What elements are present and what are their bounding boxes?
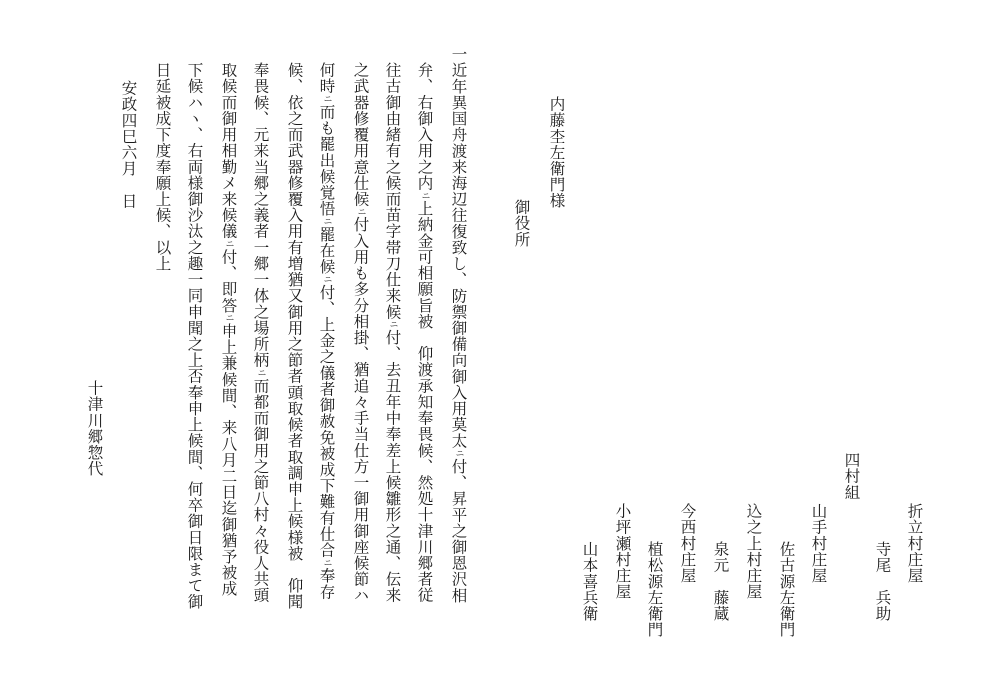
village-山手-headman-name: 佐古源左衛門 [777,541,796,638]
village-小坪瀬-headman-name: 山本喜兵衛 [580,541,599,622]
body-line-2: 弁、右御入用之内ニ上納金可相願旨被 仰渡承知奉畏候、然処十津川郷者従 [415,62,434,604]
body-line-1: 一近年異国舟渡来海辺往復致し、防禦御備向御入用莫太ニ付、昇平之御恩沢相 [449,46,468,604]
village-山手-headman-title: 山手村庄屋 [809,503,828,584]
village-折立-headman-title: 折立村庄屋 [905,503,924,584]
village-折立-headman-name: 寺尾 兵助 [873,541,892,622]
office: 御役所 [512,199,531,248]
village-今西-headman-title: 今西村庄屋 [678,503,697,584]
date: 安政四巳六月 日 [119,80,138,209]
village-今西-headman-name: 植松源左衛門 [645,541,664,638]
body-line-3: 往古御由緒有之候而苗字帯刀仕来候ニ付、去丑年中奉差上候雛形之通、伝来 [383,62,402,604]
village-込之上-headman-name: 泉元 藤蔵 [711,541,730,622]
body-line-8: 取候而御用相勤メ来候儀ニ付、即答ニ申上兼候間、来八月二日迄御猶予被成 [219,62,238,597]
addressee: 内藤杢左衛門様 [547,96,566,209]
body-line-5: 何時ニ而も罷出候覚悟ニ罷在候ニ付、上金之儀者御赦免被成下難有仕合ニ奉存 [317,62,336,600]
body-line-9: 下候ハヽ、右両様御沙汰之趣一同申聞之上否奉申上候間、何卒御日限まて御 [185,62,204,610]
body-line-4: 之武器修覆用意仕候ニ付入用も多分相掛、猶追々手当仕方一御用御座候節ハ [351,62,370,604]
group-title: 四村組 [842,452,861,501]
body-line-6: 候、依之而武器修覆入用有増猶又御用之節者頭取候者取調申上候様被 仰聞 [285,62,304,610]
village-込之上-headman-title: 込之上村庄屋 [744,503,763,600]
village-小坪瀬-headman-title: 小坪瀬村庄屋 [613,503,632,600]
body-line-10: 日延被成下度奉願上候、以上 [153,62,172,272]
body-line-7: 奉畏候、元来当郷之義者一郷一体之場所柄ニ而都而御用之節八村々役人共頭 [251,62,270,604]
signatory: 十津川郷惣代 [85,380,104,477]
